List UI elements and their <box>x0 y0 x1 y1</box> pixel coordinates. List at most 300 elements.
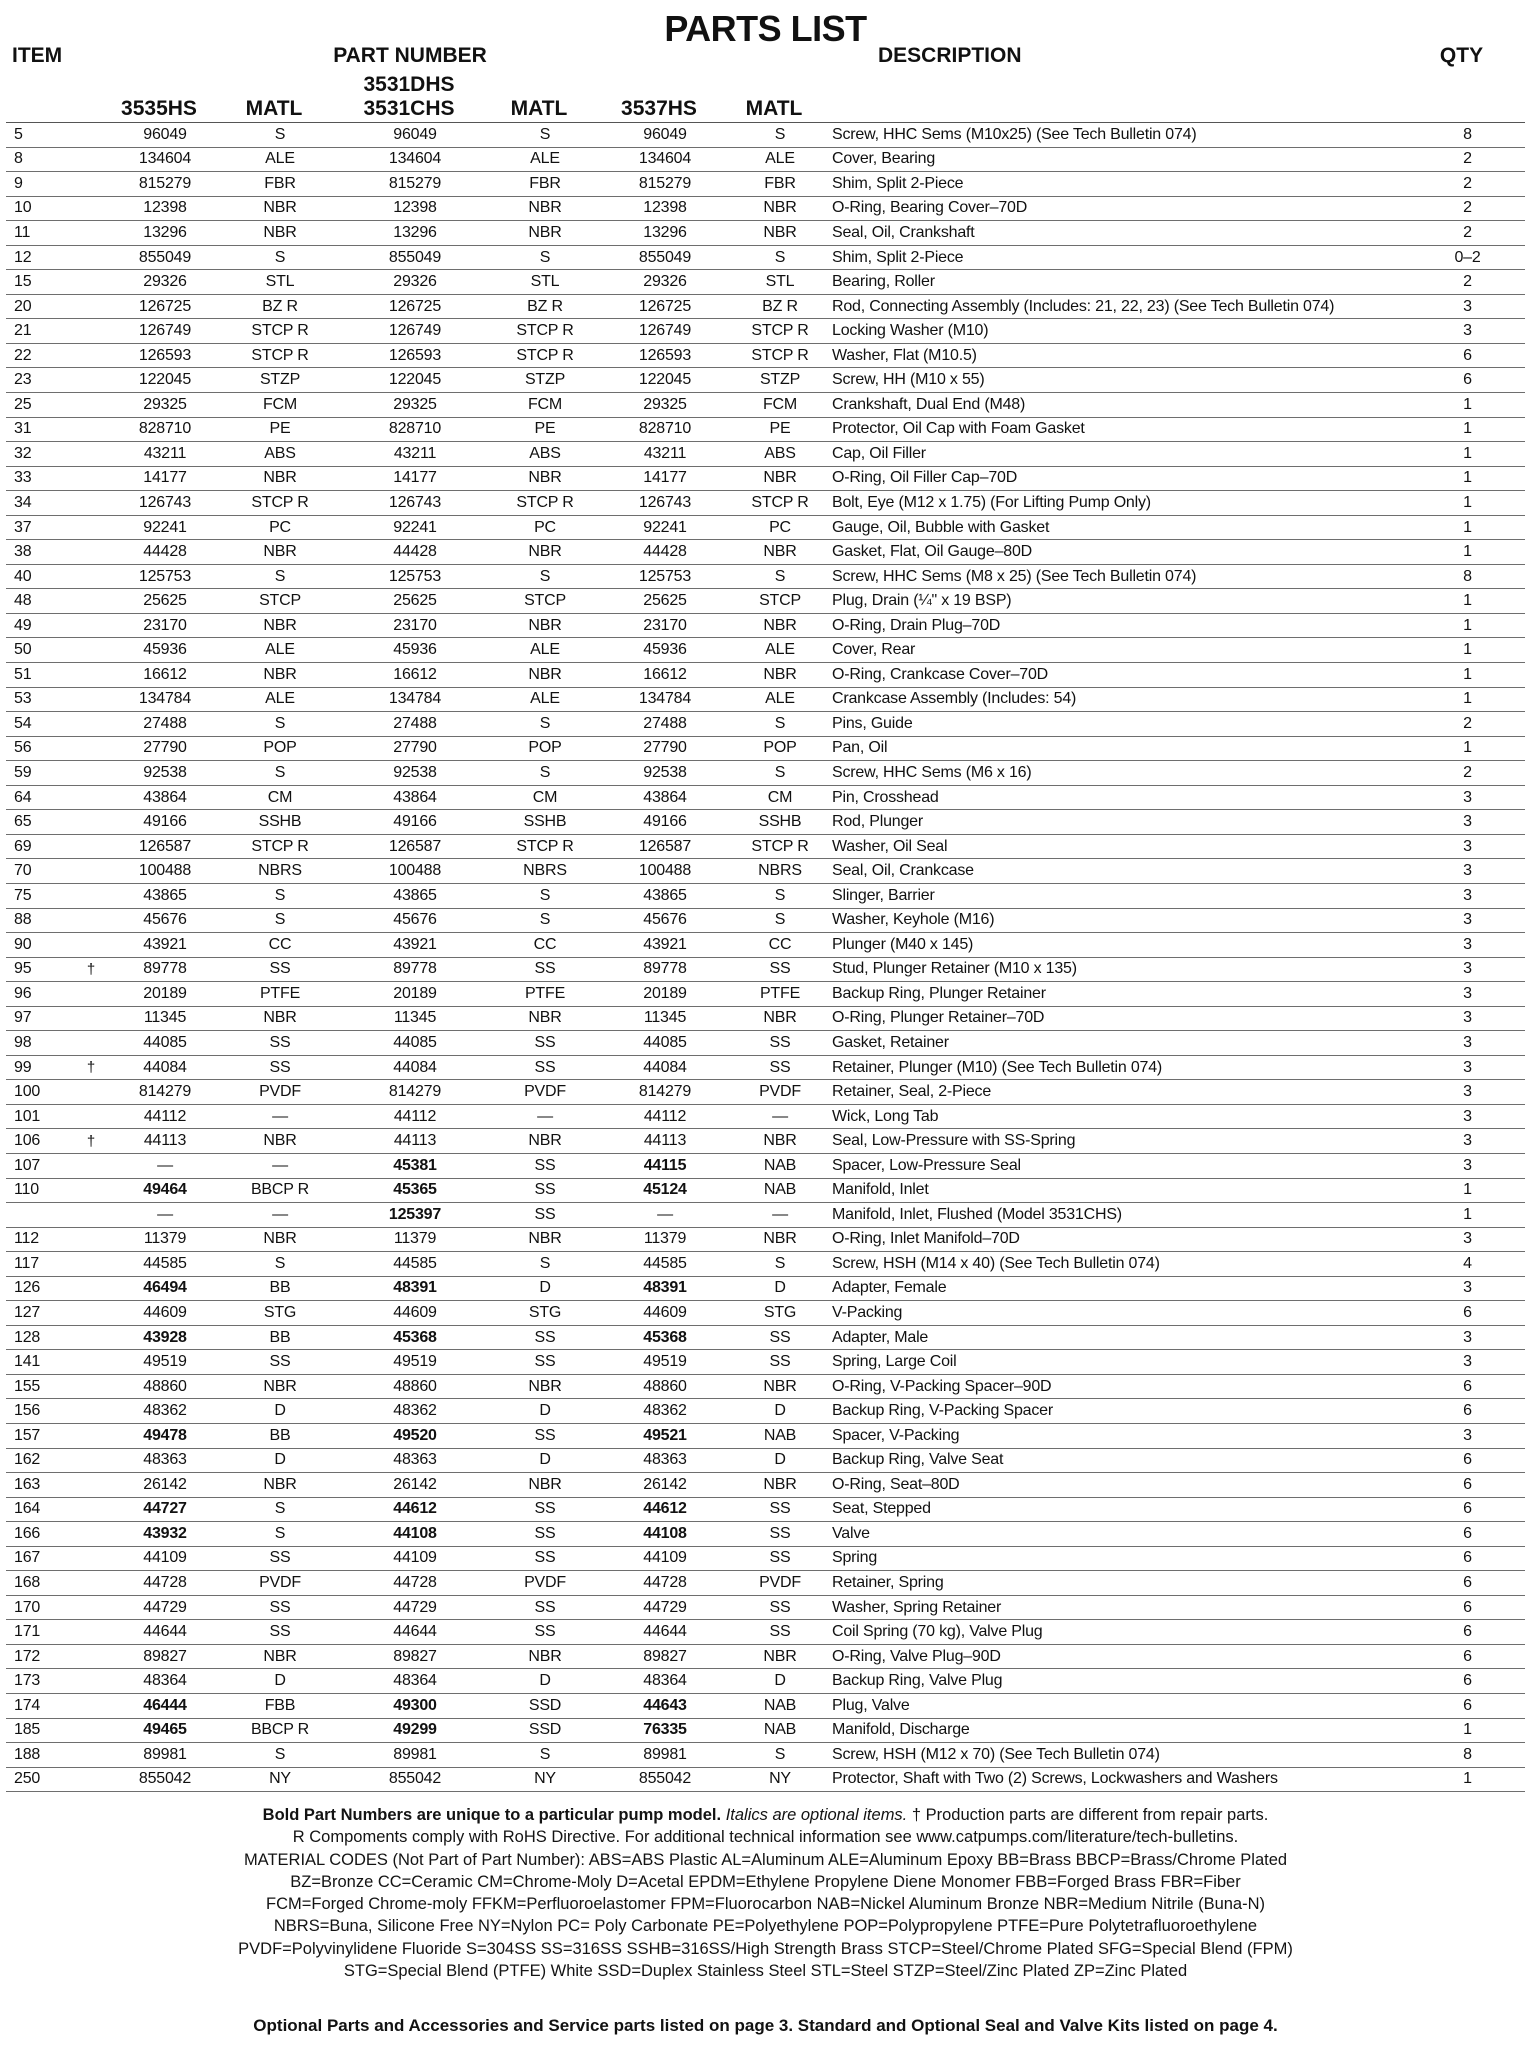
matl-3531-cell: NBR <box>528 199 562 217</box>
item-cell: 23 <box>14 371 32 389</box>
part-number-3537hs-cell: 44428 <box>643 543 687 561</box>
footer-bottom-note: Optional Parts and Accessories and Service parts listed on page 3. Standard and Optional Seal and Valve Kits listed on page 4. <box>253 2016 1278 2035</box>
qty-cell: 3 <box>1463 1426 1472 1444</box>
qty-cell: 1 <box>1463 1721 1472 1739</box>
matl-3531-cell: NBR <box>528 1009 562 1027</box>
matl-3535hs-cell: — <box>272 1205 288 1223</box>
part-number-3531-cell: 45368 <box>393 1328 437 1346</box>
item-cell: 156 <box>14 1402 41 1420</box>
description-cell: O-Ring, V-Packing Spacer–90D <box>832 1377 1052 1395</box>
qty-cell: 1 <box>1463 592 1472 610</box>
part-number-3531-cell: 43211 <box>393 444 437 462</box>
part-number-3537hs-cell: 26142 <box>643 1475 687 1493</box>
description-cell: Washer, Keyhole (M16) <box>832 911 995 929</box>
part-number-3537hs-cell: 12398 <box>643 199 687 217</box>
qty-cell: 3 <box>1463 297 1472 315</box>
part-number-3537hs-cell: 43211 <box>643 444 687 462</box>
matl-3535hs-cell: STCP R <box>251 346 309 364</box>
matl-3535hs-cell: S <box>274 1500 286 1518</box>
part-number-3531-cell: 44585 <box>393 1254 437 1272</box>
matl-3531-cell: NBR <box>528 665 562 683</box>
qty-cell: 6 <box>1463 1696 1472 1714</box>
item-cell: 9 <box>14 174 23 192</box>
item-cell: 10 <box>14 199 32 217</box>
description-cell: Washer, Oil Seal <box>832 837 948 855</box>
part-number-3537hs-cell: 48363 <box>643 1451 687 1469</box>
description-cell: Backup Ring, Valve Seat <box>832 1451 1004 1469</box>
part-number-3537hs-cell: 126749 <box>638 322 692 340</box>
part-number-3531-cell: 125753 <box>388 567 442 585</box>
description-cell: Screw, HHC Sems (M8 x 25) (See Tech Bulletin 074) <box>832 567 1197 585</box>
qty-cell: 6 <box>1463 1451 1472 1469</box>
part-number-3531-cell: 48860 <box>393 1377 437 1395</box>
description-cell: O-Ring, Bearing Cover–70D <box>832 199 1028 217</box>
description-cell: Seal, Oil, Crankshaft <box>832 223 975 241</box>
part-number-3535hs-cell: 43928 <box>143 1328 187 1346</box>
part-number-3537hs-cell: 44609 <box>643 1304 687 1322</box>
description-cell: Gasket, Flat, Oil Gauge–80D <box>832 543 1033 561</box>
column-header-matl-3: MATL <box>745 97 803 120</box>
description-cell: Washer, Flat (M10.5) <box>832 346 977 364</box>
part-number-3531-cell: 49166 <box>393 813 437 831</box>
qty-cell: 6 <box>1463 1598 1472 1616</box>
description-cell: Valve <box>832 1524 870 1542</box>
item-cell: 101 <box>14 1107 41 1125</box>
table-row <box>6 1375 1525 1400</box>
part-number-3531-cell: 44084 <box>393 1058 437 1076</box>
matl-3537hs-cell: D <box>774 1672 786 1690</box>
item-cell: 64 <box>14 788 32 806</box>
part-number-3537hs-cell: 126743 <box>638 493 692 511</box>
matl-3531-cell: SS <box>534 1426 556 1444</box>
part-number-3531-cell: 43865 <box>393 886 437 904</box>
matl-3535hs-cell: NBR <box>263 469 297 487</box>
part-number-3535hs-cell: 44644 <box>143 1623 187 1641</box>
matl-3535hs-cell: S <box>274 1524 286 1542</box>
matl-3537hs-cell: SS <box>769 960 791 978</box>
part-number-3537hs-cell: 29325 <box>643 395 687 413</box>
matl-3531-cell: SS <box>534 1598 556 1616</box>
qty-cell: 6 <box>1463 1304 1472 1322</box>
matl-3531-cell: NBR <box>528 1475 562 1493</box>
item-cell: 69 <box>14 837 32 855</box>
table-row <box>6 1645 1525 1670</box>
footer-segment: MATERIAL CODES (Not Part of Part Number): ABS=ABS Plastic AL=Aluminum ALE=Aluminum Epoxy BB=Brass BBCP=Brass/Chrome Plated <box>243 1850 1288 1869</box>
item-cell: 155 <box>14 1377 41 1395</box>
footer-line <box>0 1849 1531 1871</box>
qty-cell: 3 <box>1463 837 1472 855</box>
matl-3537hs-cell: STCP R <box>751 493 809 511</box>
matl-3537hs-cell: SS <box>769 1500 791 1518</box>
part-number-3531-cell: 14177 <box>393 469 437 487</box>
table-row <box>6 663 1525 688</box>
qty-cell: 3 <box>1463 984 1472 1002</box>
part-number-3535hs-cell: 23170 <box>143 616 187 634</box>
column-header-model-3535hs: 3535HS <box>121 97 197 120</box>
part-number-3535hs-cell: 44585 <box>143 1254 187 1272</box>
part-number-3531-cell: 43921 <box>393 935 437 953</box>
matl-3535hs-cell: ALE <box>265 641 295 659</box>
item-cell: 75 <box>14 886 32 904</box>
table-row <box>6 712 1525 737</box>
part-number-3531-cell: 126749 <box>388 322 442 340</box>
part-number-3531-cell: 49300 <box>393 1696 437 1714</box>
matl-3537hs-cell: NBR <box>763 199 797 217</box>
table-row <box>6 197 1525 222</box>
qty-cell: 3 <box>1463 813 1472 831</box>
matl-3537hs-cell: CM <box>767 788 793 806</box>
item-cell: 50 <box>14 641 32 659</box>
matl-3535hs-cell: D <box>274 1402 286 1420</box>
matl-3531-cell: PE <box>534 420 556 438</box>
matl-3535hs-cell: — <box>272 1107 288 1125</box>
qty-cell: 1 <box>1463 395 1472 413</box>
matl-3537hs-cell: NAB <box>763 1426 797 1444</box>
table-row <box>6 933 1525 958</box>
matl-3531-cell: STL <box>530 273 560 291</box>
matl-3531-cell: S <box>539 125 551 143</box>
matl-3535hs-cell: NBR <box>263 223 297 241</box>
part-number-3531-cell: 26142 <box>393 1475 437 1493</box>
matl-3531-cell: S <box>539 886 551 904</box>
item-cell: 40 <box>14 567 32 585</box>
matl-3535hs-cell: S <box>274 1254 286 1272</box>
matl-3535hs-cell: STCP R <box>251 493 309 511</box>
description-cell: Retainer, Spring <box>832 1574 944 1592</box>
item-cell: 65 <box>14 813 32 831</box>
table-row <box>6 589 1525 614</box>
matl-3531-cell: S <box>539 1745 551 1763</box>
item-cell: 21 <box>14 322 32 340</box>
table-row <box>6 688 1525 713</box>
part-number-3537hs-cell: 45936 <box>643 641 687 659</box>
qty-cell: 6 <box>1463 371 1472 389</box>
description-cell: Wick, Long Tab <box>832 1107 939 1125</box>
part-number-3531-cell: 44109 <box>393 1549 437 1567</box>
table-row <box>6 737 1525 762</box>
matl-3531-cell: SS <box>534 1181 556 1199</box>
matl-3531-cell: SS <box>534 960 556 978</box>
part-number-3531-cell: 126743 <box>388 493 442 511</box>
description-cell: Manifold, Inlet <box>832 1181 929 1199</box>
qty-cell: 6 <box>1463 1647 1472 1665</box>
part-number-3537hs-cell: 48860 <box>643 1377 687 1395</box>
qty-cell: 3 <box>1463 960 1472 978</box>
matl-3537hs-cell: NY <box>769 1770 791 1788</box>
part-number-3537hs-cell: 25625 <box>643 592 687 610</box>
description-cell: Adapter, Male <box>832 1328 929 1346</box>
part-number-3537hs-cell: 49519 <box>643 1353 687 1371</box>
matl-3531-cell: NBR <box>528 1647 562 1665</box>
matl-3537hs-cell: SS <box>769 1598 791 1616</box>
part-number-3537hs-cell: 43921 <box>643 935 687 953</box>
part-number-3537hs-cell: 11345 <box>643 1009 687 1027</box>
part-number-3531-cell: 20189 <box>393 984 437 1002</box>
part-number-3531-cell: 44085 <box>393 1034 437 1051</box>
description-cell: Crankshaft, Dual End (M48) <box>832 395 1026 413</box>
dagger-marker: † <box>86 960 96 978</box>
qty-cell: 3 <box>1463 322 1472 340</box>
matl-3535hs-cell: BB <box>269 1328 291 1346</box>
description-cell: Slinger, Barrier <box>832 886 935 904</box>
description-cell: Rod, Plunger <box>832 813 923 831</box>
matl-3535hs-cell: NBR <box>263 1009 297 1027</box>
part-number-3537hs-cell: 134604 <box>638 150 692 168</box>
part-number-3531-cell: 45936 <box>393 641 437 659</box>
matl-3531-cell: NBR <box>528 616 562 634</box>
matl-3531-cell: SSD <box>528 1696 562 1714</box>
part-number-3537hs-cell: 44585 <box>643 1254 687 1272</box>
matl-3537hs-cell: S <box>774 911 786 929</box>
matl-3537hs-cell: SS <box>769 1623 791 1641</box>
description-cell: Retainer, Seal, 2-Piece <box>832 1083 992 1101</box>
matl-3537hs-cell: PTFE <box>759 984 801 1002</box>
matl-3537hs-cell: D <box>774 1279 786 1297</box>
matl-3537hs-cell: NBR <box>763 1647 797 1665</box>
qty-cell: 3 <box>1463 1058 1472 1076</box>
part-number-3535hs-cell: 828710 <box>138 420 192 438</box>
matl-3537hs-cell: SS <box>769 1549 791 1567</box>
part-number-3535hs-cell: 43211 <box>143 444 187 462</box>
item-cell: 170 <box>14 1598 41 1616</box>
matl-3531-cell: NBR <box>528 223 562 241</box>
part-number-3531-cell: 48364 <box>393 1672 437 1690</box>
footer-notes <box>0 1804 1531 1982</box>
description-cell: O-Ring, Crankcase Cover–70D <box>832 665 1049 683</box>
matl-3531-cell: S <box>539 714 551 732</box>
part-number-3531-cell: 855049 <box>388 248 442 266</box>
qty-cell: 3 <box>1463 1107 1472 1125</box>
part-number-3537hs-cell: 43864 <box>643 788 687 806</box>
part-number-3535hs-cell: 43864 <box>143 788 187 806</box>
part-number-3531-cell: 44112 <box>393 1107 437 1125</box>
matl-3535hs-cell: NBR <box>263 1647 297 1665</box>
column-header-matl-1: MATL <box>245 97 303 120</box>
part-number-3537hs-cell: 49166 <box>643 813 687 831</box>
matl-3535hs-cell: NBR <box>263 616 297 634</box>
footer-segment: Italics are optional items. <box>725 1806 908 1824</box>
item-cell: 70 <box>14 862 32 880</box>
matl-3537hs-cell: NBR <box>763 223 797 241</box>
part-number-3535hs-cell: 11379 <box>143 1230 187 1248</box>
matl-3531-cell: BZ R <box>527 297 563 315</box>
matl-3535hs-cell: CM <box>267 788 293 806</box>
qty-cell: 3 <box>1463 935 1472 953</box>
part-number-3531-cell: 44108 <box>393 1524 437 1542</box>
part-number-3535hs-cell: 814279 <box>138 1083 192 1101</box>
qty-cell: 6 <box>1463 346 1472 364</box>
part-number-3537hs-cell: 828710 <box>638 420 692 438</box>
matl-3531-cell: SS <box>534 1353 556 1371</box>
qty-cell: 2 <box>1463 273 1472 291</box>
part-number-3535hs-cell: 16612 <box>143 665 187 683</box>
qty-cell: 6 <box>1463 1377 1472 1395</box>
item-cell: 37 <box>14 518 32 536</box>
table-row <box>6 221 1525 246</box>
matl-3535hs-cell: SS <box>269 1034 291 1051</box>
part-number-3535hs-cell: 29326 <box>143 273 187 291</box>
part-number-3531-cell: 27790 <box>393 739 437 757</box>
part-number-3535hs-cell: 49519 <box>143 1353 187 1371</box>
part-number-3531-cell: 92241 <box>393 518 437 536</box>
part-number-3535hs-cell: 49478 <box>143 1426 187 1444</box>
matl-3537hs-cell: NBR <box>763 616 797 634</box>
column-header-qty: QTY <box>1439 44 1484 67</box>
matl-3531-cell: SS <box>534 1058 556 1076</box>
part-number-3535hs-cell: 125753 <box>138 567 192 585</box>
matl-3537hs-cell: STZP <box>759 371 801 389</box>
part-number-3537hs-cell: 126725 <box>638 297 692 315</box>
matl-3531-cell: SS <box>534 1205 556 1223</box>
part-number-3535hs-cell: 45676 <box>143 911 187 929</box>
matl-3537hs-cell: STCP R <box>751 837 809 855</box>
matl-3535hs-cell: SS <box>269 1623 291 1641</box>
part-number-3535hs-cell: 43865 <box>143 886 187 904</box>
description-cell: Shim, Split 2-Piece <box>832 174 964 192</box>
matl-3531-cell: PVDF <box>524 1574 566 1592</box>
table-row <box>6 638 1525 663</box>
matl-3531-cell: S <box>539 763 551 781</box>
column-header-model-3537hs: 3537HS <box>621 97 697 120</box>
part-number-3531-cell: 100488 <box>388 862 442 880</box>
matl-3531-cell: STCP R <box>516 493 574 511</box>
column-header-model-3531dhs: 3531DHS <box>363 73 455 96</box>
matl-3537hs-cell: D <box>774 1451 786 1469</box>
part-number-3531-cell: 89981 <box>393 1745 437 1763</box>
qty-cell: 1 <box>1463 493 1472 511</box>
table-row <box>6 1768 1525 1793</box>
matl-3537hs-cell: SSHB <box>758 813 802 831</box>
footer-segment: NBRS=Buna, Silicone Free NY=Nylon PC= Poly Carbonate PE=Polyethylene POP=Polypropylene PTFE=Pure Polytetrafluoroethylene <box>273 1917 1258 1936</box>
part-number-3537hs-cell: 44728 <box>643 1574 687 1592</box>
matl-3535hs-cell: D <box>274 1672 286 1690</box>
part-number-3537hs-cell: 27488 <box>643 714 687 732</box>
description-cell: Bearing, Roller <box>832 273 935 291</box>
qty-cell: 3 <box>1463 886 1472 904</box>
description-cell: O-Ring, Oil Filler Cap–70D <box>832 469 1018 487</box>
matl-3537hs-cell: STCP R <box>751 346 809 364</box>
item-cell: 99 <box>14 1058 32 1076</box>
item-cell: 167 <box>14 1549 41 1567</box>
table-row <box>6 491 1525 516</box>
matl-3537hs-cell: NBR <box>763 1475 797 1493</box>
matl-3535hs-cell: S <box>274 763 286 781</box>
matl-3531-cell: POP <box>528 739 562 757</box>
matl-3535hs-cell: STZP <box>259 371 301 389</box>
matl-3537hs-cell: NBR <box>763 543 797 561</box>
description-cell: Screw, HHC Sems (M6 x 16) <box>832 763 1032 781</box>
column-header-model-3531chs: 3531CHS <box>363 97 455 120</box>
part-number-3535hs-cell: 27790 <box>143 739 187 757</box>
matl-3531-cell: ALE <box>530 690 560 708</box>
part-number-3531-cell: 44644 <box>393 1623 437 1641</box>
matl-3537hs-cell: PVDF <box>759 1574 801 1592</box>
part-number-3537hs-cell: 11379 <box>643 1230 687 1248</box>
part-number-3535hs-cell: 25625 <box>143 592 187 610</box>
part-number-3537hs-cell: 44729 <box>643 1598 687 1616</box>
item-cell: 8 <box>14 150 23 168</box>
part-number-3531-cell: 49519 <box>393 1353 437 1371</box>
part-number-3535hs-cell: 48362 <box>143 1402 187 1420</box>
description-cell: Bolt, Eye (M12 x 1.75) (For Lifting Pump Only) <box>832 493 1151 511</box>
matl-3535hs-cell: POP <box>263 739 297 757</box>
part-number-3535hs-cell: 44085 <box>143 1034 187 1051</box>
qty-cell: 3 <box>1463 1328 1472 1346</box>
table-row <box>6 835 1525 860</box>
part-number-3537hs-cell: 16612 <box>643 665 687 683</box>
matl-3537hs-cell: FCM <box>762 395 798 413</box>
matl-3537hs-cell: STG <box>763 1304 797 1322</box>
matl-3531-cell: PTFE <box>524 984 566 1002</box>
matl-3535hs-cell: NBR <box>263 1377 297 1395</box>
matl-3537hs-cell: BZ R <box>762 297 798 315</box>
matl-3537hs-cell: NBRS <box>758 862 802 880</box>
part-number-3537hs-cell: 855042 <box>638 1770 692 1788</box>
matl-3537hs-cell: — <box>772 1205 788 1223</box>
matl-3535hs-cell: S <box>274 911 286 929</box>
part-number-3537hs-cell: 89827 <box>643 1647 687 1665</box>
matl-3537hs-cell: S <box>774 763 786 781</box>
matl-3531-cell: S <box>539 911 551 929</box>
description-cell: Cover, Rear <box>832 641 916 659</box>
item-cell: 15 <box>14 273 32 291</box>
matl-3535hs-cell: BZ R <box>262 297 298 315</box>
part-number-3535hs-cell: 45936 <box>143 641 187 659</box>
footer-segment: † Production parts are different from repair parts. <box>907 1806 1269 1824</box>
item-cell: 141 <box>14 1353 41 1371</box>
description-cell: Gasket, Retainer <box>832 1034 949 1051</box>
table-row <box>6 1154 1525 1179</box>
part-number-3537hs-cell: 122045 <box>638 371 692 389</box>
matl-3535hs-cell: BBCP R <box>250 1721 310 1739</box>
part-number-3531-cell: 29326 <box>393 273 437 291</box>
qty-cell: 3 <box>1463 862 1472 880</box>
qty-cell: 6 <box>1463 1549 1472 1567</box>
table-row <box>6 761 1525 786</box>
item-cell: 33 <box>14 469 32 487</box>
table-row <box>6 1007 1525 1032</box>
description-cell: Cap, Oil Filler <box>832 444 926 462</box>
part-number-3531-cell: 45365 <box>393 1181 437 1199</box>
part-number-3535hs-cell: 92538 <box>143 763 187 781</box>
matl-3537hs-cell: NBR <box>763 1132 797 1150</box>
part-number-3537hs-cell: 125753 <box>638 567 692 585</box>
matl-3531-cell: NBR <box>528 1230 562 1248</box>
part-number-3537hs-cell: 44644 <box>643 1623 687 1641</box>
part-number-3537hs-cell: 23170 <box>643 616 687 634</box>
matl-3537hs-cell: PE <box>769 420 791 438</box>
matl-3531-cell: FCM <box>527 395 563 413</box>
matl-3535hs-cell: STCP R <box>251 322 309 340</box>
part-number-3537hs-cell: 44108 <box>643 1524 687 1542</box>
qty-cell: 3 <box>1463 1009 1472 1027</box>
description-cell: Protector, Oil Cap with Foam Gasket <box>832 420 1085 438</box>
part-number-3531-cell: 48363 <box>393 1451 437 1469</box>
table-row <box>6 1129 1525 1154</box>
matl-3531-cell: S <box>539 1254 551 1272</box>
part-number-3531-cell: 44609 <box>393 1304 437 1322</box>
part-number-3537hs-cell: 48391 <box>643 1279 687 1297</box>
part-number-3535hs-cell: 49464 <box>143 1181 187 1199</box>
matl-3537hs-cell: S <box>774 1745 786 1763</box>
part-number-3531-cell: 44728 <box>393 1574 437 1592</box>
part-number-3535hs-cell: 89981 <box>143 1745 187 1763</box>
part-number-3537hs-cell: 45368 <box>643 1328 687 1346</box>
qty-cell: 1 <box>1463 690 1472 708</box>
matl-3537hs-cell: S <box>774 1254 786 1272</box>
item-cell: 110 <box>14 1181 39 1199</box>
table-row <box>6 344 1525 369</box>
